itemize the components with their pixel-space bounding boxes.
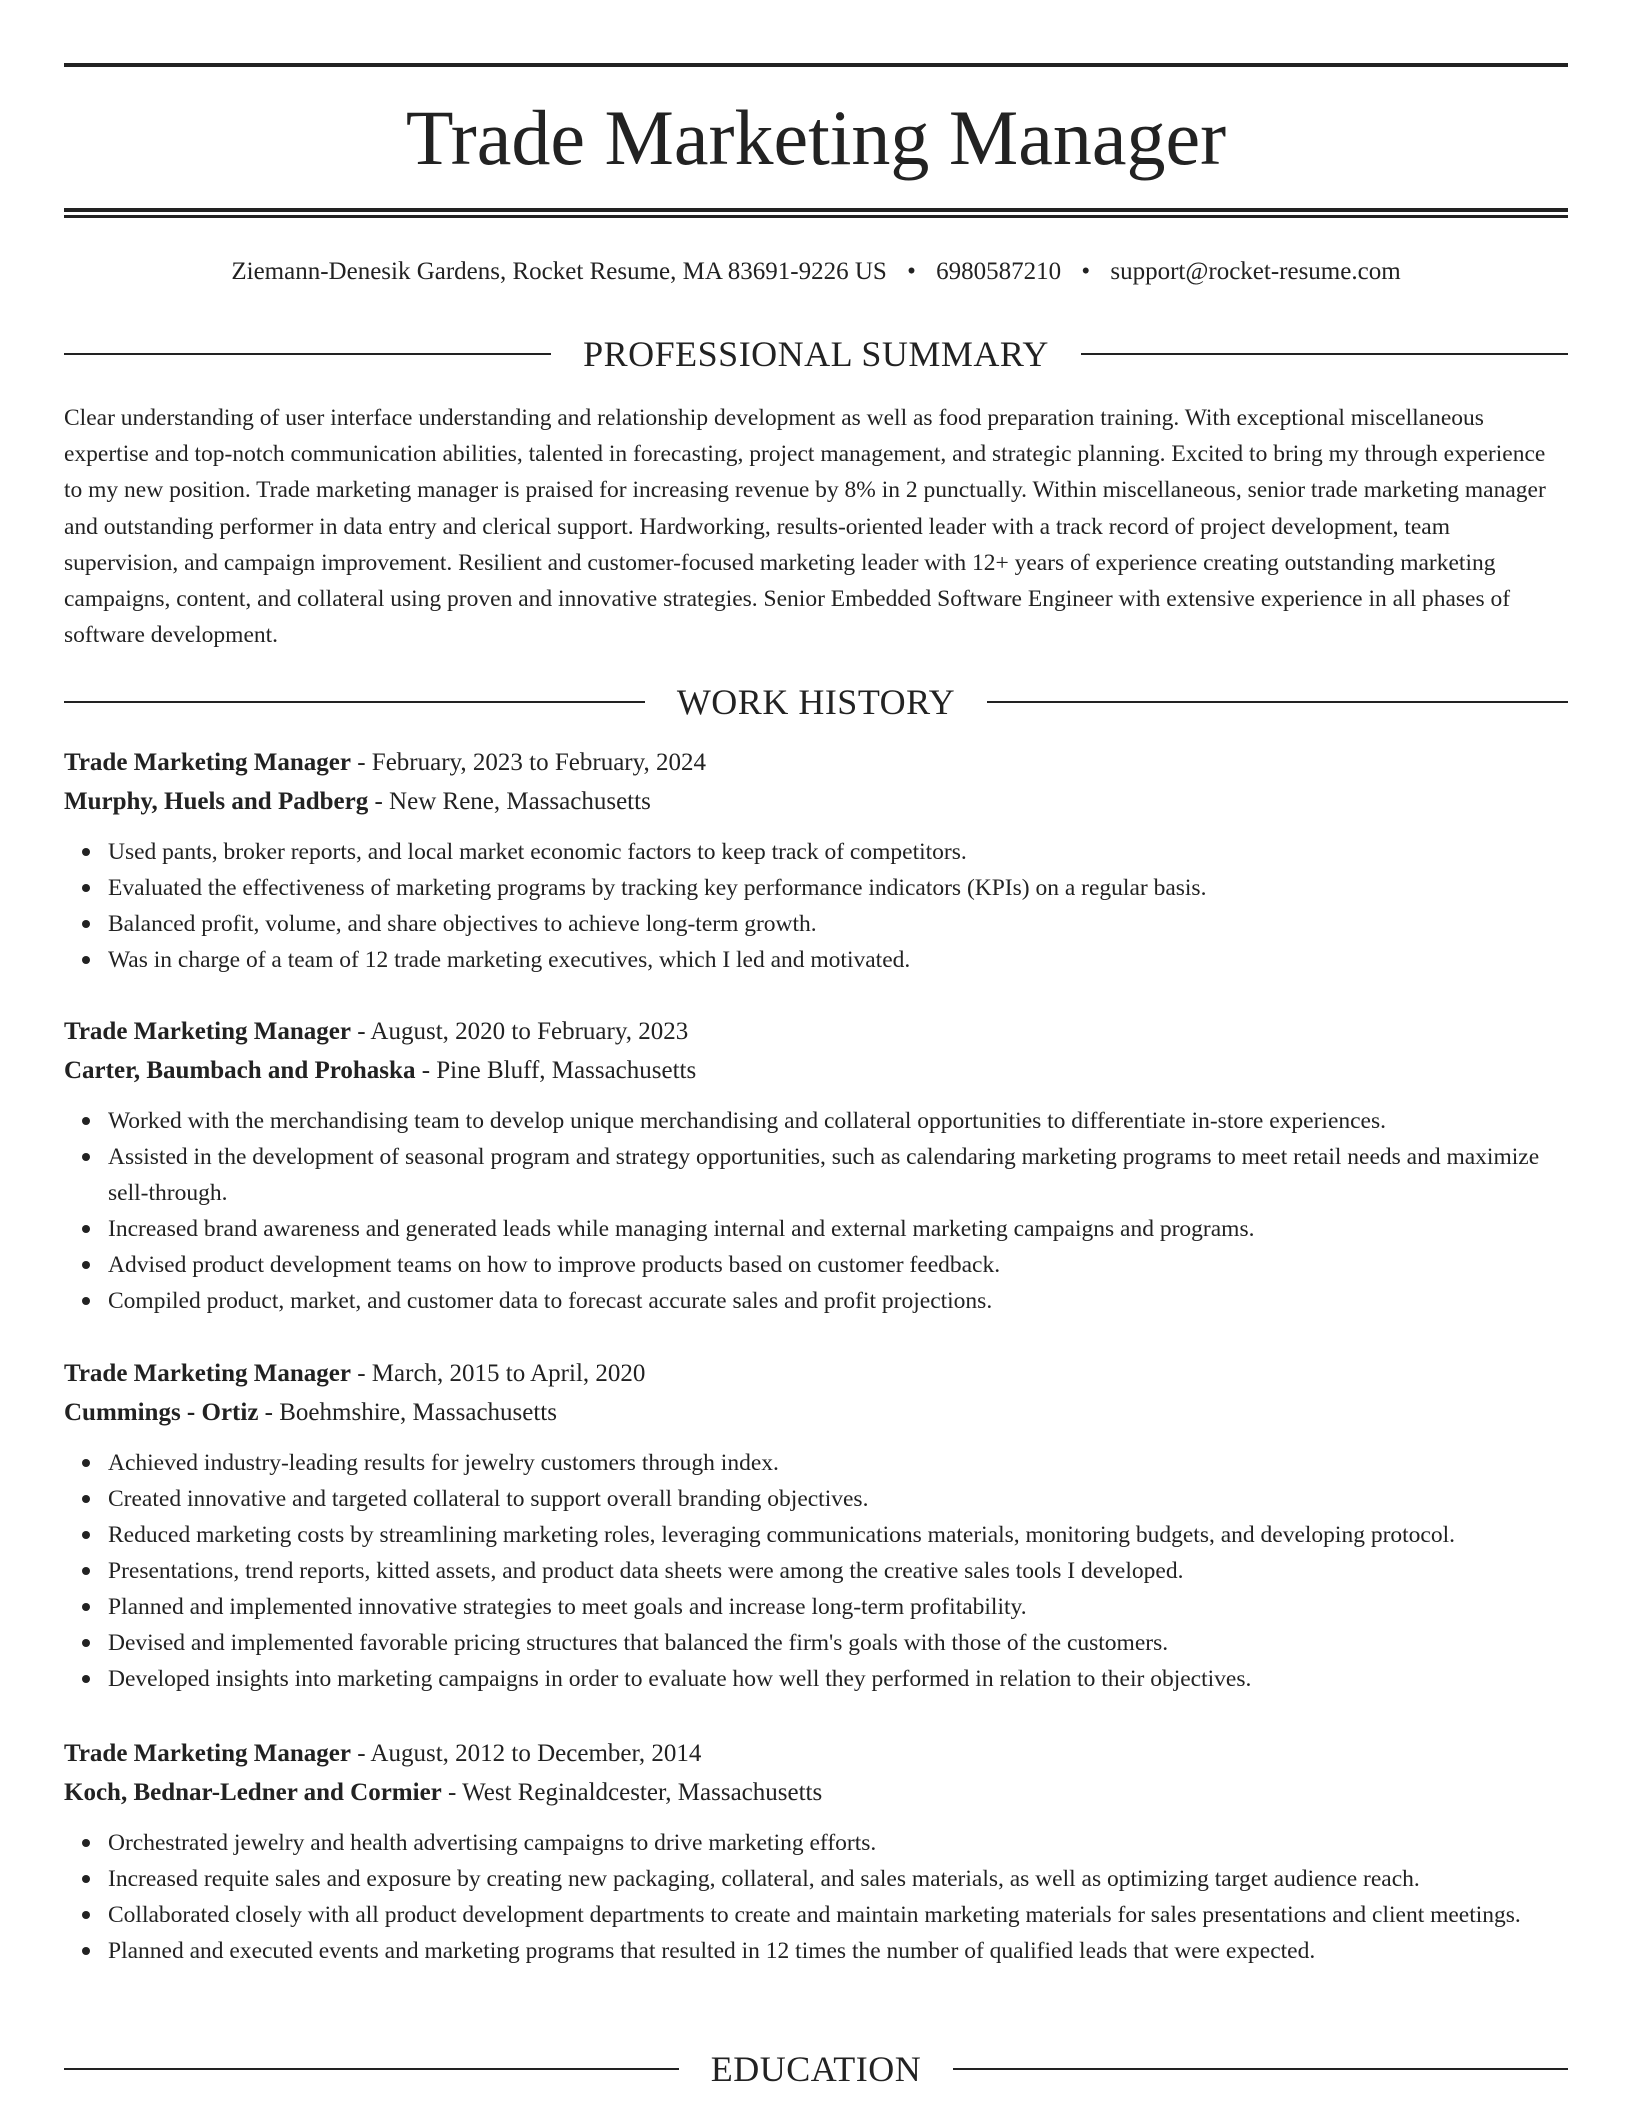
job-bullet: Evaluated the effectiveness of marketing programs by tracking key performance indicators (KPIs) on a regular basis.	[108, 870, 1568, 906]
contact-phone: 6980587210	[936, 258, 1062, 285]
job-bullet: Assisted in the development of seasonal program and strategy opportunities, such as calendaring marketing programs to meet retail needs and maximize sell-through.	[108, 1139, 1568, 1211]
job-bullet: Collaborated closely with all product development departments to create and maintain marketing materials for sales presentations and client meetings.	[108, 1897, 1568, 1933]
contact-email: support@rocket-resume.com	[1110, 258, 1401, 285]
job-bullet: Compiled product, market, and customer data to forecast accurate sales and profit projections.	[108, 1283, 1568, 1319]
job-bullets	[64, 834, 1568, 978]
job-location: - New Rene, Massachusetts	[368, 788, 651, 815]
job-bullet: Created innovative and targeted collateral to support overall branding objectives.	[108, 1481, 1568, 1517]
job-dates: - August, 2012 to December, 2014	[350, 1740, 702, 1767]
job-bullet: Increased requite sales and exposure by creating new packaging, collateral, and sales materials, as well as optimizing target audience reach.	[108, 1861, 1568, 1897]
heading-rule-left	[64, 701, 645, 703]
contact-address: Ziemann-Denesik Gardens, Rocket Resume, MA 83691-9226 US	[231, 258, 887, 285]
job-company-line	[64, 1393, 1568, 1432]
job-bullet: Reduced marketing costs by streamlining marketing roles, leveraging communications materials, monitoring budgets, and developing protocol.	[108, 1517, 1568, 1553]
heading-rule-right	[987, 701, 1568, 703]
job-title-line	[64, 1354, 1568, 1393]
job-title: Trade Marketing Manager	[64, 749, 351, 776]
job-entry	[64, 1012, 1568, 1319]
job-title-line	[64, 743, 1568, 782]
job-dates: - March, 2015 to April, 2020	[350, 1360, 646, 1387]
job-location: - West Reginaldcester, Massachusetts	[441, 1779, 823, 1806]
job-title: Trade Marketing Manager	[64, 1740, 351, 1767]
job-bullet: Achieved industry-leading results for jewelry customers through index.	[108, 1445, 1568, 1481]
job-company-line	[64, 1051, 1568, 1090]
job-dates: - August, 2020 to February, 2023	[350, 1018, 689, 1045]
job-bullet: Orchestrated jewelry and health advertising campaigns to drive marketing efforts.	[108, 1825, 1568, 1861]
header-top-rule	[64, 63, 1568, 67]
job-title-line	[64, 1734, 1568, 1773]
header-bottom-rule	[64, 208, 1568, 212]
job-location: - Pine Bluff, Massachusetts	[415, 1057, 697, 1084]
section-heading-education	[64, 2047, 1568, 2091]
job-bullet: Presentations, trend reports, kitted assets, and product data sheets were among the creative sales tools I developed.	[108, 1553, 1568, 1589]
job-location: - Boehmshire, Massachusetts	[258, 1399, 557, 1426]
job-entry	[64, 1354, 1568, 1697]
contact-separator: •	[1081, 258, 1091, 285]
job-company: Carter, Baumbach and Prohaska	[64, 1057, 416, 1084]
professional-summary-text: Clear understanding of user interface understanding and relationship development as well as food preparation training. With exceptional miscellaneous expertise and top-notch communication abilities, talented in forecasting, project management, and strategic planning. Excited to bring my through experience to my new position. Trade marketing manager is praised for increasing revenue by 8% in 2 punctually. Within miscellaneous, senior trade marketing manager and outstanding performer in data entry and clerical support. Hardworking, results-oriented leader with a track record of project development, team supervision, and campaign improvement. Resilient and customer-focused marketing leader with 12+ years of experience creating outstanding marketing campaigns, content, and collateral using proven and innovative strategies. Senior Embedded Software Engineer with extensive experience in all phases of software development.	[64, 405, 1546, 649]
job-bullet: Planned and implemented innovative strategies to meet goals and increase long-term profitability.	[108, 1589, 1568, 1625]
job-bullet: Balanced profit, volume, and share objectives to achieve long-term growth.	[108, 906, 1568, 942]
heading-rule-right	[1081, 353, 1568, 355]
job-dates: - February, 2023 to February, 2024	[350, 749, 707, 776]
job-company-line	[64, 1773, 1568, 1812]
job-entry	[64, 1734, 1568, 1969]
job-company-line	[64, 782, 1568, 821]
resume-title: Trade Marketing Manager	[405, 94, 1227, 181]
job-bullet: Worked with the merchandising team to develop unique merchandising and collateral opportunities to differentiate in-store experiences.	[108, 1103, 1568, 1139]
section-heading-label: PROFESSIONAL SUMMARY	[583, 334, 1049, 374]
job-bullet: Devised and implemented favorable pricing structures that balanced the firm's goals with those of the customers.	[108, 1625, 1568, 1661]
job-bullet: Used pants, broker reports, and local market economic factors to keep track of competitors.	[108, 834, 1568, 870]
heading-rule-left	[64, 353, 551, 355]
job-title: Trade Marketing Manager	[64, 1360, 351, 1387]
contact-line	[64, 254, 1568, 290]
header-bottom-rule-inner	[64, 215, 1568, 218]
job-title-line	[64, 1012, 1568, 1051]
job-entry	[64, 743, 1568, 978]
job-company: Koch, Bednar-Ledner and Cormier	[64, 1779, 442, 1806]
section-heading-work-history	[64, 680, 1568, 724]
job-bullet: Developed insights into marketing campaigns in order to evaluate how well they performed in relation to their objectives.	[108, 1661, 1568, 1697]
job-bullets	[64, 1825, 1568, 1969]
job-bullet: Advised product development teams on how to improve products based on customer feedback.	[108, 1247, 1568, 1283]
heading-rule-right	[953, 2068, 1568, 2070]
job-bullet: Increased brand awareness and generated leads while managing internal and external marketing campaigns and programs.	[108, 1211, 1568, 1247]
job-bullets	[64, 1103, 1568, 1319]
job-company: Murphy, Huels and Padberg	[64, 788, 369, 815]
contact-separator: •	[907, 258, 916, 285]
heading-rule-left	[64, 2068, 679, 2070]
section-heading-label: EDUCATION	[710, 2049, 922, 2089]
job-company: Cummings - Ortiz	[64, 1399, 259, 1426]
job-bullet: Was in charge of a team of 12 trade marketing executives, which I led and motivated.	[108, 942, 1568, 978]
job-bullets	[64, 1445, 1568, 1697]
section-heading-summary	[64, 332, 1568, 376]
section-heading-label: WORK HISTORY	[676, 682, 956, 722]
job-bullet: Planned and executed events and marketing programs that resulted in 12 times the number of qualified leads that were expected.	[108, 1933, 1568, 1969]
job-title: Trade Marketing Manager	[64, 1018, 351, 1045]
